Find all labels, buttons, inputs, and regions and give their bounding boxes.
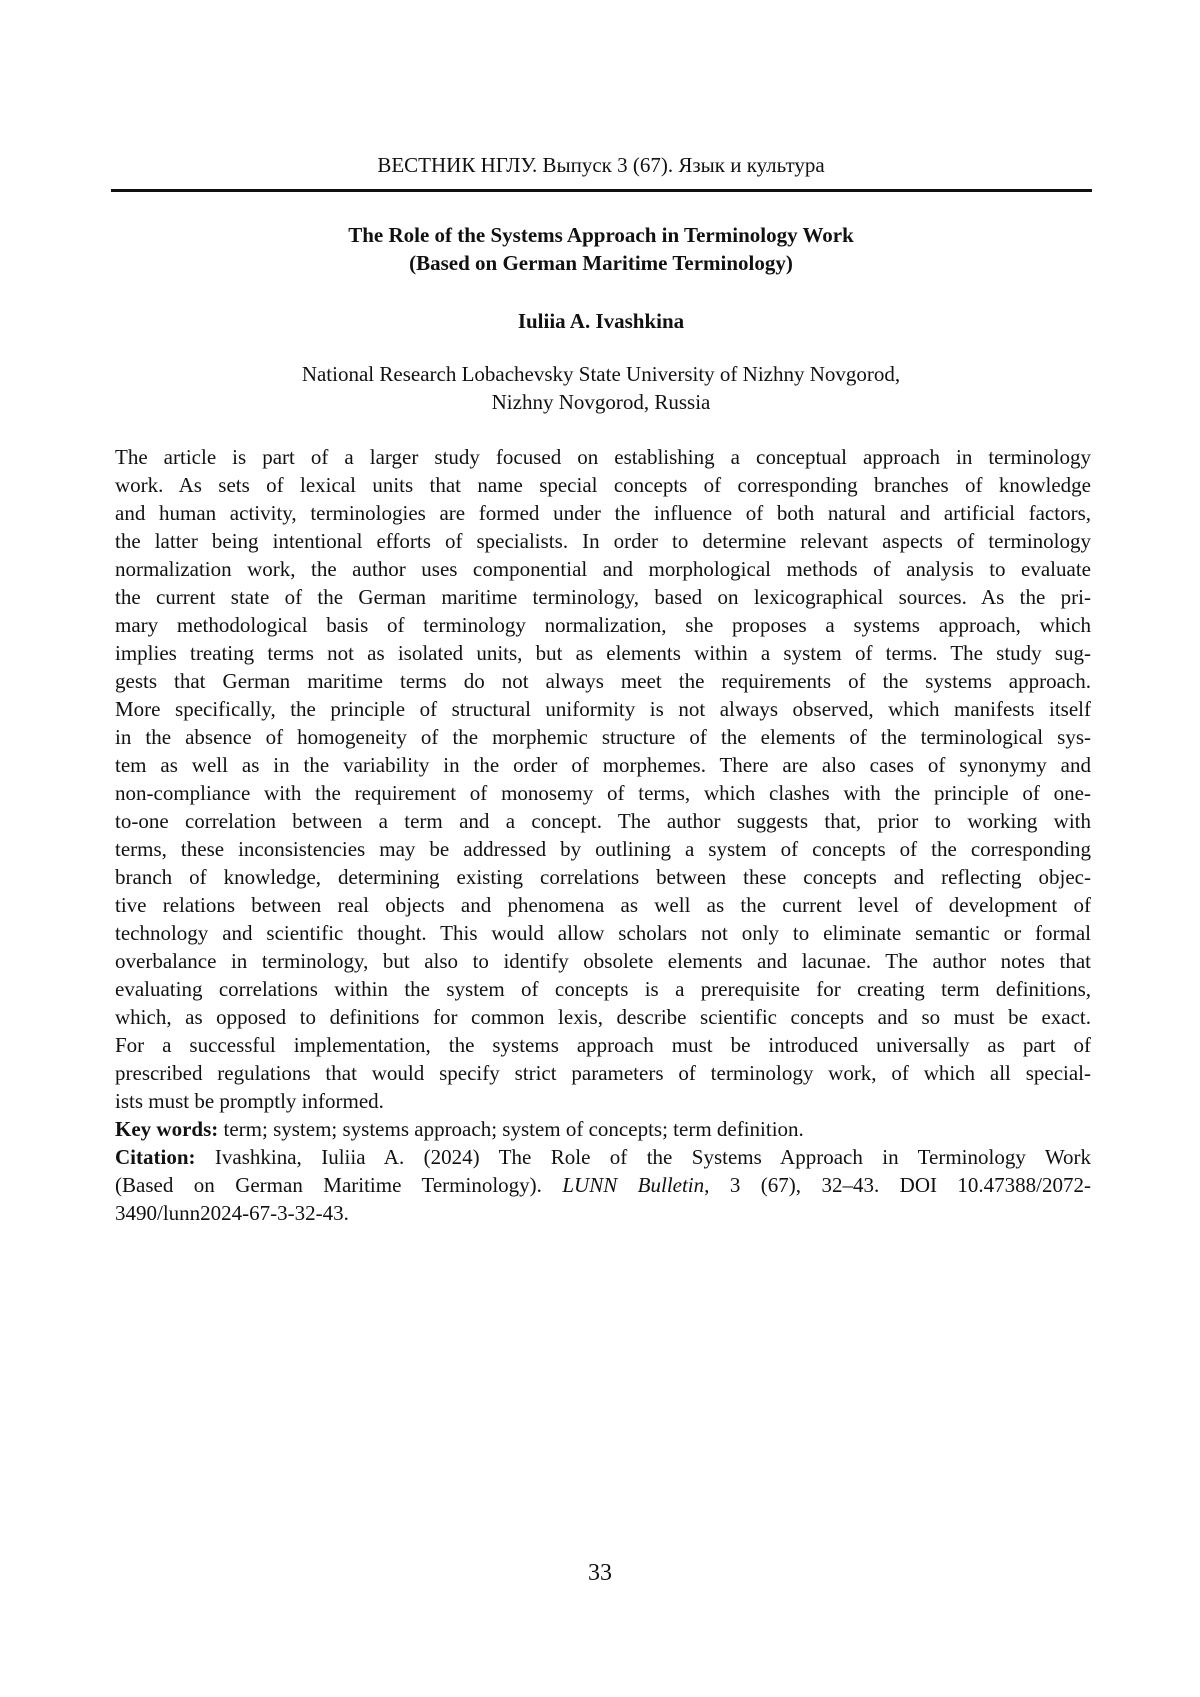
abstract-line: prescribed regulations that would specify strict parameters of terminology work, of which all special- bbox=[115, 1061, 1091, 1085]
abstract-line: the current state of the German maritime terminology, based on lexicographical sources. As the pri- bbox=[115, 585, 1091, 609]
header-rule bbox=[111, 189, 1092, 192]
abstract-line: to-one correlation between a term and a concept. The author suggests that, prior to working with bbox=[115, 809, 1091, 833]
abstract-line: technology and scientific thought. This would allow scholars not only to eliminate semantic or formal bbox=[115, 921, 1091, 945]
abstract-line: mary methodological basis of terminology normalization, she proposes a systems approach, which bbox=[115, 613, 1091, 637]
page-number: 33 bbox=[588, 1560, 612, 1586]
running-header: ВЕСТНИК НГЛУ. Выпуск 3 (67). Язык и культура bbox=[377, 153, 825, 177]
title-subtitle-line: (Based on German Maritime Terminology) bbox=[409, 251, 793, 275]
citation-label: Citation: bbox=[115, 1145, 196, 1169]
abstract-line: overbalance in terminology, but also to identify obsolete elements and lacunae. The author notes that bbox=[115, 949, 1091, 973]
citation-text: , 3 (67), 32–43. DOI 10.47388/2072- bbox=[704, 1173, 1092, 1197]
citation-text: (Based on German Maritime Terminology). bbox=[115, 1173, 563, 1197]
abstract-line: work. As sets of lexical units that name special concepts of corresponding branches of knowledge bbox=[115, 473, 1091, 497]
citation-line bbox=[115, 1171, 1091, 1199]
abstract bbox=[115, 443, 1091, 1227]
journal-name: LUNN Bulletin bbox=[562, 1173, 705, 1197]
abstract-line: The article is part of a larger study focused on establishing a conceptual approach in terminology bbox=[115, 445, 1091, 469]
abstract-line: tem as well as in the variability in the order of morphemes. There are also cases of synonymy and bbox=[115, 753, 1091, 777]
abstract-line: in the absence of homogeneity of the morphemic structure of the elements of the terminological sys- bbox=[115, 725, 1091, 749]
title-line: The Role of the Systems Approach in Terminology Work bbox=[348, 223, 854, 247]
abstract-line: For a successful implementation, the systems approach must be introduced universally as part of bbox=[115, 1033, 1091, 1057]
abstract-line: non-compliance with the requirement of monosemy of terms, which clashes with the principle of one- bbox=[115, 781, 1091, 805]
abstract-line: which, as opposed to definitions for common lexis, describe scientific concepts and so must be exact. bbox=[115, 1005, 1091, 1029]
abstract-line: ists must be promptly informed. bbox=[115, 1089, 384, 1113]
affiliation-line: Nizhny Novgorod, Russia bbox=[491, 390, 711, 414]
abstract-line: tive relations between real objects and phenomena as well as the current level of development of bbox=[115, 893, 1091, 917]
abstract-line: the latter being intentional efforts of specialists. In order to determine relevant aspects of terminology bbox=[115, 529, 1091, 553]
abstract-body bbox=[115, 443, 1091, 1115]
citation-text: Ivashkina, Iuliia A. (2024) The Role of the Systems Approach in Terminology Work bbox=[195, 1145, 1091, 1169]
abstract-line: terms, these inconsistencies may be addressed by outlining a system of concepts of the corresponding bbox=[115, 837, 1091, 861]
article-title bbox=[111, 221, 1091, 277]
author-affiliation bbox=[111, 360, 1091, 416]
affiliation-line: National Research Lobachevsky State University of Nizhny Novgorod, bbox=[301, 362, 901, 386]
abstract-line: implies treating terms not as isolated units, but as elements within a system of terms. The study sug- bbox=[115, 641, 1091, 665]
abstract-line: branch of knowledge, determining existing correlations between these concepts and reflecting objec- bbox=[115, 865, 1091, 889]
abstract-line: evaluating correlations within the system of concepts is a prerequisite for creating term definitions, bbox=[115, 977, 1091, 1001]
abstract-line: More specifically, the principle of structural uniformity is not always observed, which manifests itself bbox=[115, 697, 1091, 721]
abstract-line: normalization work, the author uses componential and morphological methods of analysis to evaluate bbox=[115, 557, 1091, 581]
abstract-line: and human activity, terminologies are formed under the influence of both natural and artificial factors, bbox=[115, 501, 1091, 525]
keywords-text: term; system; systems approach; system of concepts; term definition. bbox=[218, 1117, 804, 1141]
author-name: Iuliia A. Ivashkina bbox=[517, 309, 685, 333]
citation-doi-line: 3490/lunn2024-67-3-32-43. bbox=[115, 1201, 349, 1225]
citation-line bbox=[115, 1143, 1091, 1171]
abstract-line: gests that German maritime terms do not always meet the requirements of the systems approach. bbox=[115, 669, 1091, 693]
keywords-label: Key words: bbox=[115, 1117, 219, 1141]
keywords bbox=[115, 1115, 1091, 1143]
